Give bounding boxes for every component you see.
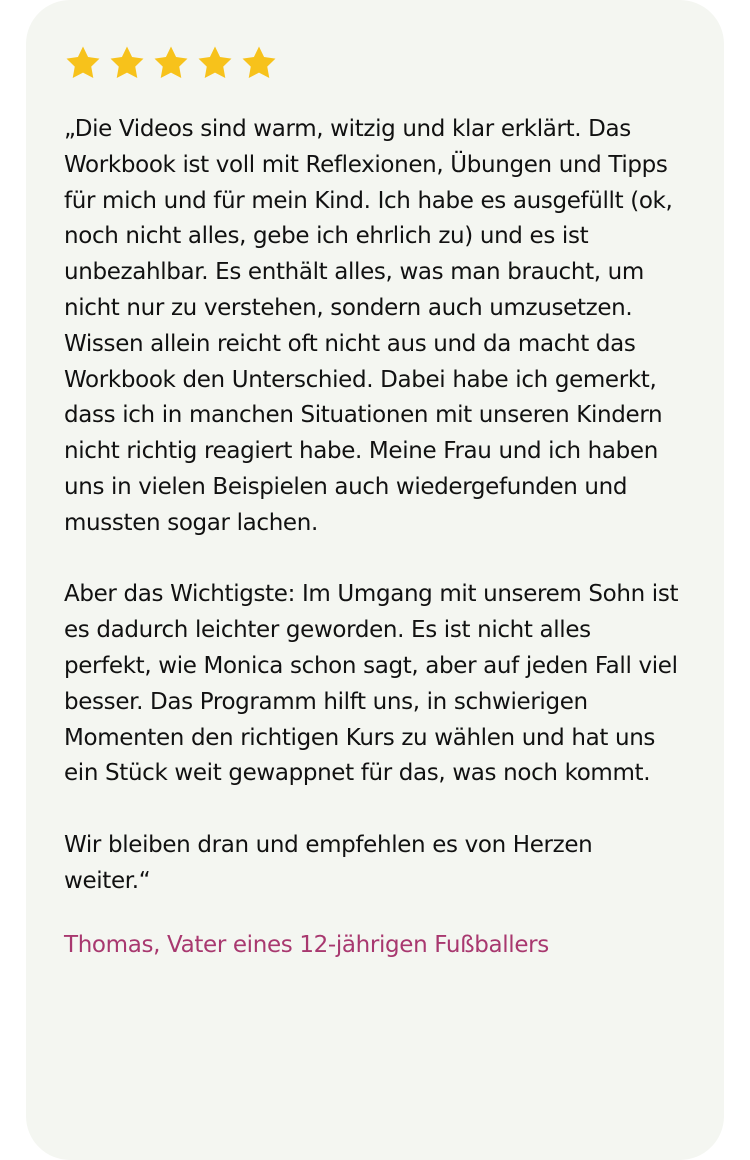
star-icon [152, 44, 190, 82]
star-icon [196, 44, 234, 82]
star-icon [108, 44, 146, 82]
star-icon [240, 44, 278, 82]
testimonial-card [26, 0, 724, 1160]
testimonial-paragraph: „Die Videos sind warm, witzig und klar erklärt. Das Workbook ist voll mit Reflexionen, Übungen und Tipps für mich und für mein Kind. Ich habe es ausgefüllt (ok, noch nicht alles, gebe ich ehrlich zu) und es ist unbezahlbar. Es enthält alles, was man braucht, um nicht nur zu verstehen, sondern auch umzusetzen. Wissen allein reicht oft nicht aus und da macht das Workbook den Unterschied. Dabei habe ich gemerkt, dass ich in manchen Situationen mit unseren Kindern nicht richtig reagiert habe. Meine Frau und ich haben uns in vielen Beispielen auch wiedergefunden und mussten sogar lachen. [64, 116, 673, 536]
star-icon [64, 44, 102, 82]
testimonial-paragraph: Wir bleiben dran und empfehlen es von Herzen weiter.“ [64, 831, 593, 894]
paragraph-spacer [64, 792, 686, 828]
testimonial-paragraph: Aber das Wichtigste: Im Umgang mit unserem Sohn ist es dadurch leichter geworden. Es ist nicht alles perfekt, wie Monica schon sagt, aber auf jeden Fall viel besser. Das Programm hilft uns, in schwierigen Momenten den richtigen Kurs zu wählen und hat uns ein Stück weit gewappnet für das, was noch kommt. [64, 581, 679, 787]
testimonial-author: Thomas, Vater eines 12-jährigen Fußballers [64, 931, 549, 958]
star-rating [64, 44, 686, 82]
paragraph-spacer [64, 542, 686, 578]
